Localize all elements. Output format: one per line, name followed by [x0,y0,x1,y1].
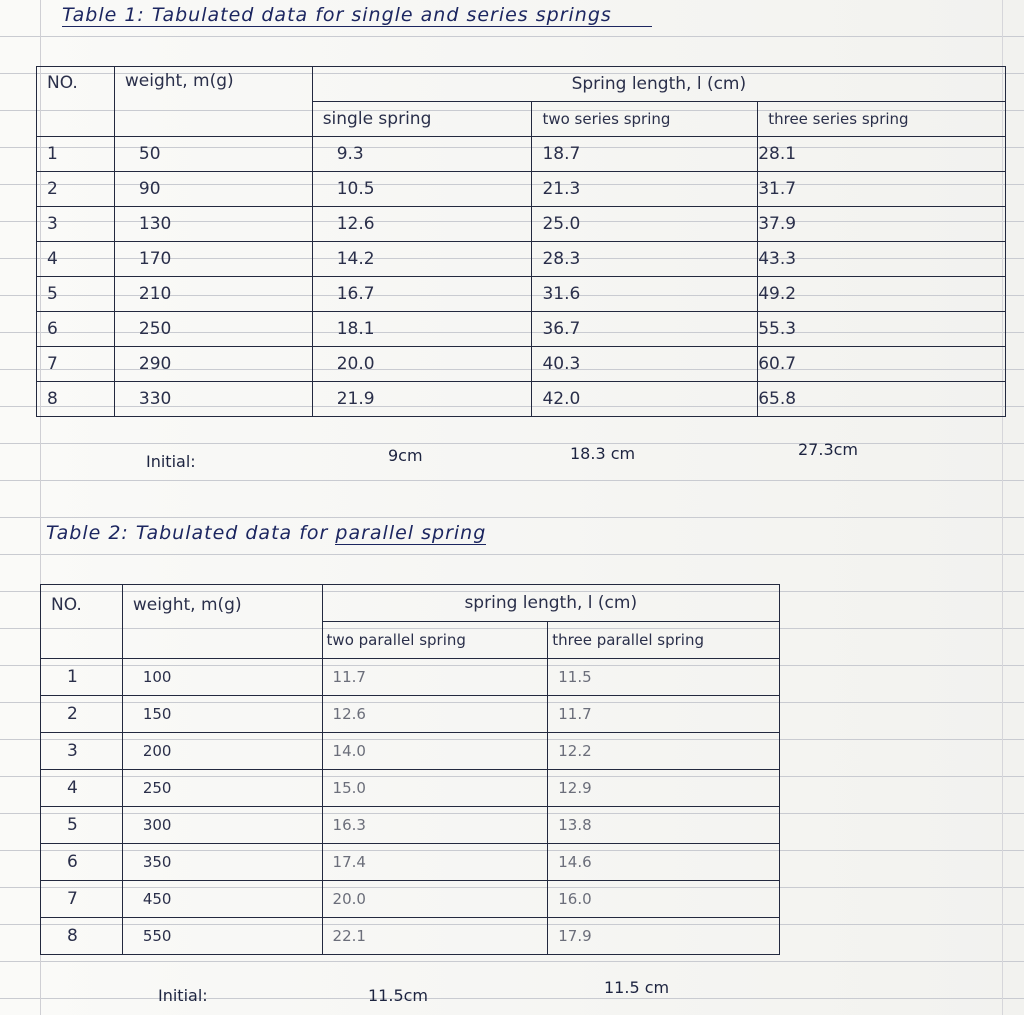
row-two-parallel: 12.6 [322,696,548,733]
row-three-series: 65.8 [758,382,1006,417]
table1-header-spring-length: Spring length, l (cm) [312,67,1005,102]
row-weight: 100 [122,659,322,696]
row-three-series: 55.3 [758,312,1006,347]
table2-header-no: NO. [41,585,123,659]
table2-initial-label: Initial: [158,986,208,1005]
table-row [37,312,1006,347]
table2-header-weight: weight, m(g) [122,585,322,659]
row-two-series: 31.6 [532,277,758,312]
row-no: 3 [37,207,115,242]
row-weight: 300 [122,807,322,844]
row-weight: 130 [114,207,312,242]
row-single: 14.2 [312,242,532,277]
table2-header-three-parallel: three parallel spring [548,622,780,659]
table2-header-row-1 [41,585,780,622]
row-weight: 150 [122,696,322,733]
row-no: 1 [37,137,115,172]
row-two-series: 40.3 [532,347,758,382]
row-two-parallel: 16.3 [322,807,548,844]
row-weight: 330 [114,382,312,417]
row-no: 7 [37,347,115,382]
row-no: 8 [41,918,123,955]
table1-initial-three-series: 27.3cm [798,440,859,459]
row-two-series: 18.7 [532,137,758,172]
table1-header-two-series: two series spring [532,102,758,137]
row-two-parallel: 11.7 [322,659,548,696]
row-three-series: 49.2 [758,277,1006,312]
row-no: 1 [41,659,123,696]
row-no: 5 [41,807,123,844]
table-row [37,172,1006,207]
row-three-parallel: 14.6 [548,844,780,881]
row-three-parallel: 17.9 [548,918,780,955]
row-no: 2 [37,172,115,207]
row-weight: 210 [114,277,312,312]
row-single: 9.3 [312,137,532,172]
row-two-parallel: 14.0 [322,733,548,770]
table2 [40,584,780,955]
row-weight: 200 [122,733,322,770]
table1-header-three-series: three series spring [758,102,1006,137]
table2-header-spring-length: spring length, l (cm) [322,585,779,622]
row-single: 10.5 [312,172,532,207]
row-weight: 90 [114,172,312,207]
table1 [36,66,1006,417]
table1-initial-two-series: 18.3 cm [570,444,636,463]
table1-initial-label: Initial: [146,452,196,471]
row-two-parallel: 22.1 [322,918,548,955]
row-single: 16.7 [312,277,532,312]
row-three-series: 31.7 [758,172,1006,207]
table-row [37,207,1006,242]
table-row [37,277,1006,312]
row-no: 4 [41,770,123,807]
row-weight: 550 [122,918,322,955]
table2-title-prefix: Table 2: Tabulated data for [46,522,329,544]
row-weight: 50 [114,137,312,172]
row-three-parallel: 12.9 [548,770,780,807]
row-weight: 450 [122,881,322,918]
table-row [41,807,780,844]
row-no: 4 [37,242,115,277]
row-two-parallel: 20.0 [322,881,548,918]
row-single: 20.0 [312,347,532,382]
table-row [41,770,780,807]
table2-title [46,522,486,544]
table1-initial-single: 9cm [388,446,423,465]
row-three-series: 60.7 [758,347,1006,382]
row-two-series: 21.3 [532,172,758,207]
table-row [41,733,780,770]
table1-header-no: NO. [37,67,115,137]
row-three-parallel: 13.8 [548,807,780,844]
row-three-parallel: 16.0 [548,881,780,918]
table2-header-two-parallel: two parallel spring [322,622,548,659]
row-two-series: 42.0 [532,382,758,417]
row-three-parallel: 11.5 [548,659,780,696]
row-single: 21.9 [312,382,532,417]
row-weight: 250 [122,770,322,807]
row-no: 5 [37,277,115,312]
row-no: 3 [41,733,123,770]
table-row [41,881,780,918]
row-three-series: 28.1 [758,137,1006,172]
table-row [41,918,780,955]
table1-header-weight: weight, m(g) [114,67,312,137]
table-row [37,347,1006,382]
table-row [41,844,780,881]
table1-header-row-1 [37,67,1006,102]
row-no: 7 [41,881,123,918]
table-row [37,137,1006,172]
row-three-series: 43.3 [758,242,1006,277]
table2-title-underlined: parallel spring [335,522,487,544]
table1-header-single: single spring [312,102,532,137]
row-three-parallel: 12.2 [548,733,780,770]
row-no: 8 [37,382,115,417]
row-weight: 350 [122,844,322,881]
row-two-parallel: 17.4 [322,844,548,881]
table2-initial-two-parallel: 11.5cm [368,986,429,1005]
row-no: 2 [41,696,123,733]
table-row [41,696,780,733]
row-three-series: 37.9 [758,207,1006,242]
table-row [41,659,780,696]
row-two-series: 28.3 [532,242,758,277]
table-row [37,242,1006,277]
row-two-series: 36.7 [532,312,758,347]
row-single: 12.6 [312,207,532,242]
table1-title: Table 1: Tabulated data for single and series springs [62,4,652,27]
table2-initial-three-parallel: 11.5 cm [604,978,670,997]
row-two-parallel: 15.0 [322,770,548,807]
row-weight: 250 [114,312,312,347]
table-row [37,382,1006,417]
row-weight: 290 [114,347,312,382]
row-two-series: 25.0 [532,207,758,242]
row-single: 18.1 [312,312,532,347]
row-three-parallel: 11.7 [548,696,780,733]
row-no: 6 [41,844,123,881]
row-no: 6 [37,312,115,347]
row-weight: 170 [114,242,312,277]
